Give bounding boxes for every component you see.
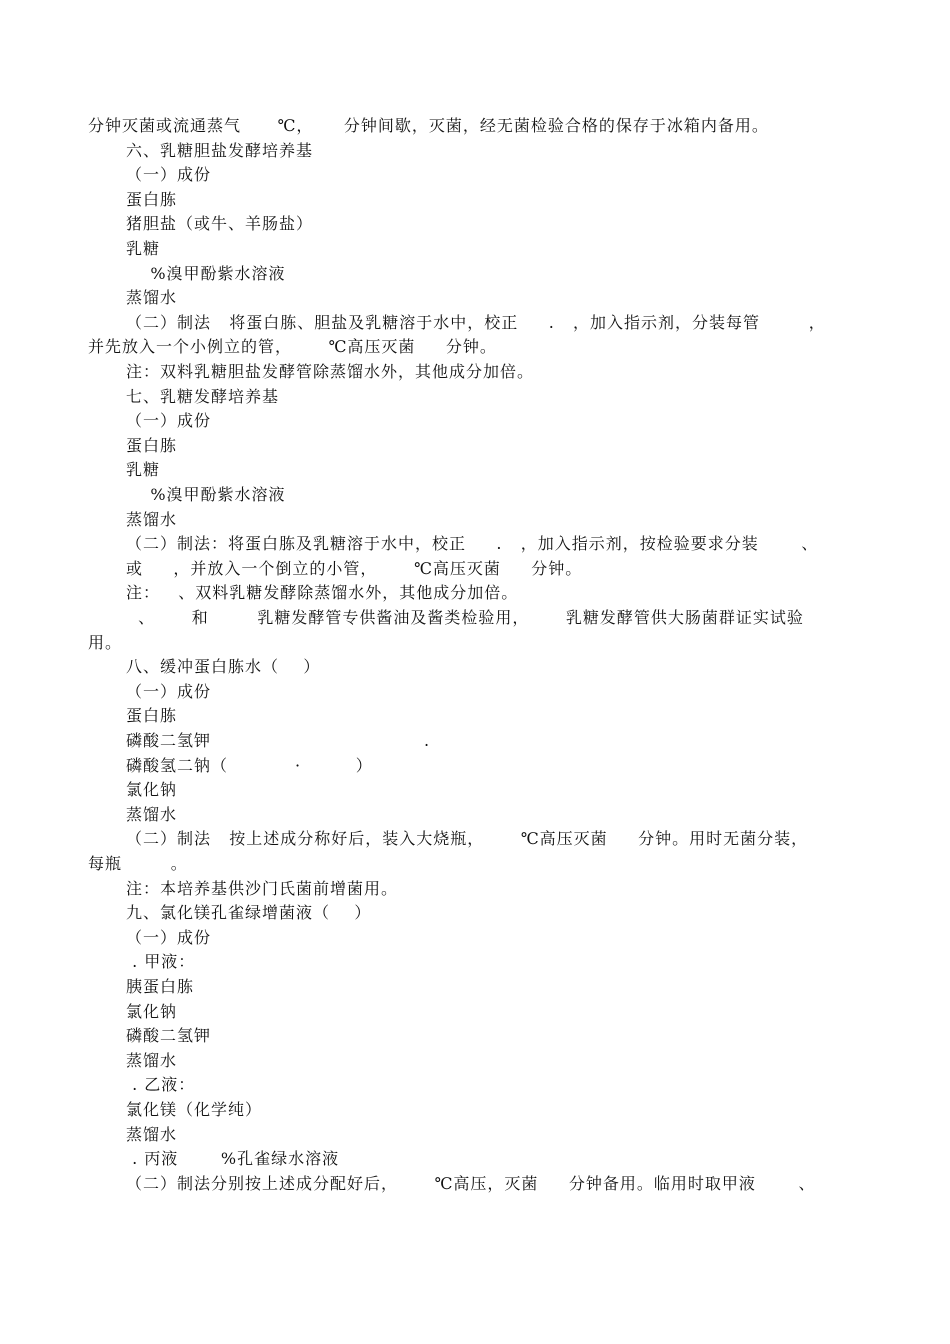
text-line: （二）制法 将蛋白胨、胆盐及乳糖溶于水中，校正 . ，加入指示剂，分装每管 ，: [126, 312, 826, 332]
text-line: 注：双料乳糖胆盐发酵管除蒸馏水外，其他成分加倍。: [126, 362, 535, 381]
text-line: （二）制法分别按上述成分配好后， ℃高压，灭菌 分钟备用。临用时取甲液 、: [126, 1173, 816, 1193]
text-line: 八、缓冲蛋白胨水（ ）: [126, 657, 321, 677]
text-line: 胰蛋白胨: [126, 977, 195, 996]
text-line: 并先放入一个小例立的管， ℃高压灭菌 分钟。: [88, 337, 497, 357]
text-line: 蛋白胨: [126, 435, 178, 455]
text-line: 分钟灭菌或流通蒸气 ℃， 分钟间歇，灭菌，经无菌检验合格的保存于冰箱内备用。: [88, 116, 769, 135]
text-line: 蛋白胨: [126, 706, 178, 726]
text-line: 磷酸二氢钾: [126, 1026, 212, 1046]
text-line: . 丙液 %孔雀绿水溶液: [126, 1149, 340, 1169]
text-line: 注：本培养基供沙门氏菌前增菌用。: [126, 878, 399, 898]
text-line: 蒸馏水: [126, 509, 178, 529]
text-line: （二）制法 按上述成分称好后，装入大烧瓶， ℃高压灭菌 分钟。用时无菌分装，: [126, 829, 809, 849]
text-line: （一）成份: [126, 681, 212, 701]
text-line: （一）成份: [126, 927, 212, 947]
text-line: %溴甲酚紫水溶液: [126, 263, 286, 283]
text-line: 磷酸二氢钾 .: [126, 731, 431, 750]
text-line: 蛋白胨: [126, 189, 178, 209]
text-line: 猪胆盐（或牛、羊肠盐）: [126, 214, 314, 234]
text-line: . 甲液：: [126, 952, 196, 972]
text-line: 蒸馏水: [126, 1124, 178, 1144]
text-line: 六、乳糖胆盐发酵培养基: [126, 140, 314, 160]
text-line: （二）制法：将蛋白胨及乳糖溶于水中，校正 . ，加入指示剂，按检验要求分装 、: [126, 534, 819, 554]
text-line: 、 和 乳糖发酵管专供酱油及酱类检验用， 乳糖发酵管供大肠菌群证实试验: [126, 608, 804, 627]
text-line: （一）成份: [126, 411, 212, 431]
text-line: 蒸馏水: [126, 288, 178, 308]
text-line: 乳糖: [126, 239, 161, 258]
text-line: 或 ，并放入一个倒立的小管， ℃高压灭菌 分钟。: [126, 558, 583, 578]
text-line: 注： 、双料乳糖发酵除蒸馏水外，其他成分加倍。: [126, 583, 519, 603]
text-line: 七、乳糖发酵培养基: [126, 386, 280, 406]
text-line: 蒸馏水: [126, 1050, 178, 1070]
text-line: 氯化镁（化学纯）: [126, 1100, 263, 1119]
text-line: 用。: [88, 632, 123, 652]
text-line: （一）成份: [126, 165, 212, 185]
text-line: 氯化钠: [126, 780, 178, 800]
text-line: 蒸馏水: [126, 804, 178, 824]
text-line: %溴甲酚紫水溶液: [126, 485, 286, 504]
text-line: . 乙液：: [126, 1075, 196, 1095]
text-line: 九、氯化镁孔雀绿增菌液（ ）: [126, 903, 372, 923]
text-line: 每瓶 。: [88, 854, 188, 873]
text-line: 氯化钠: [126, 1001, 178, 1021]
text-line: 磷酸氢二钠（ · ）: [126, 755, 373, 775]
text-line: 乳糖: [126, 460, 161, 480]
